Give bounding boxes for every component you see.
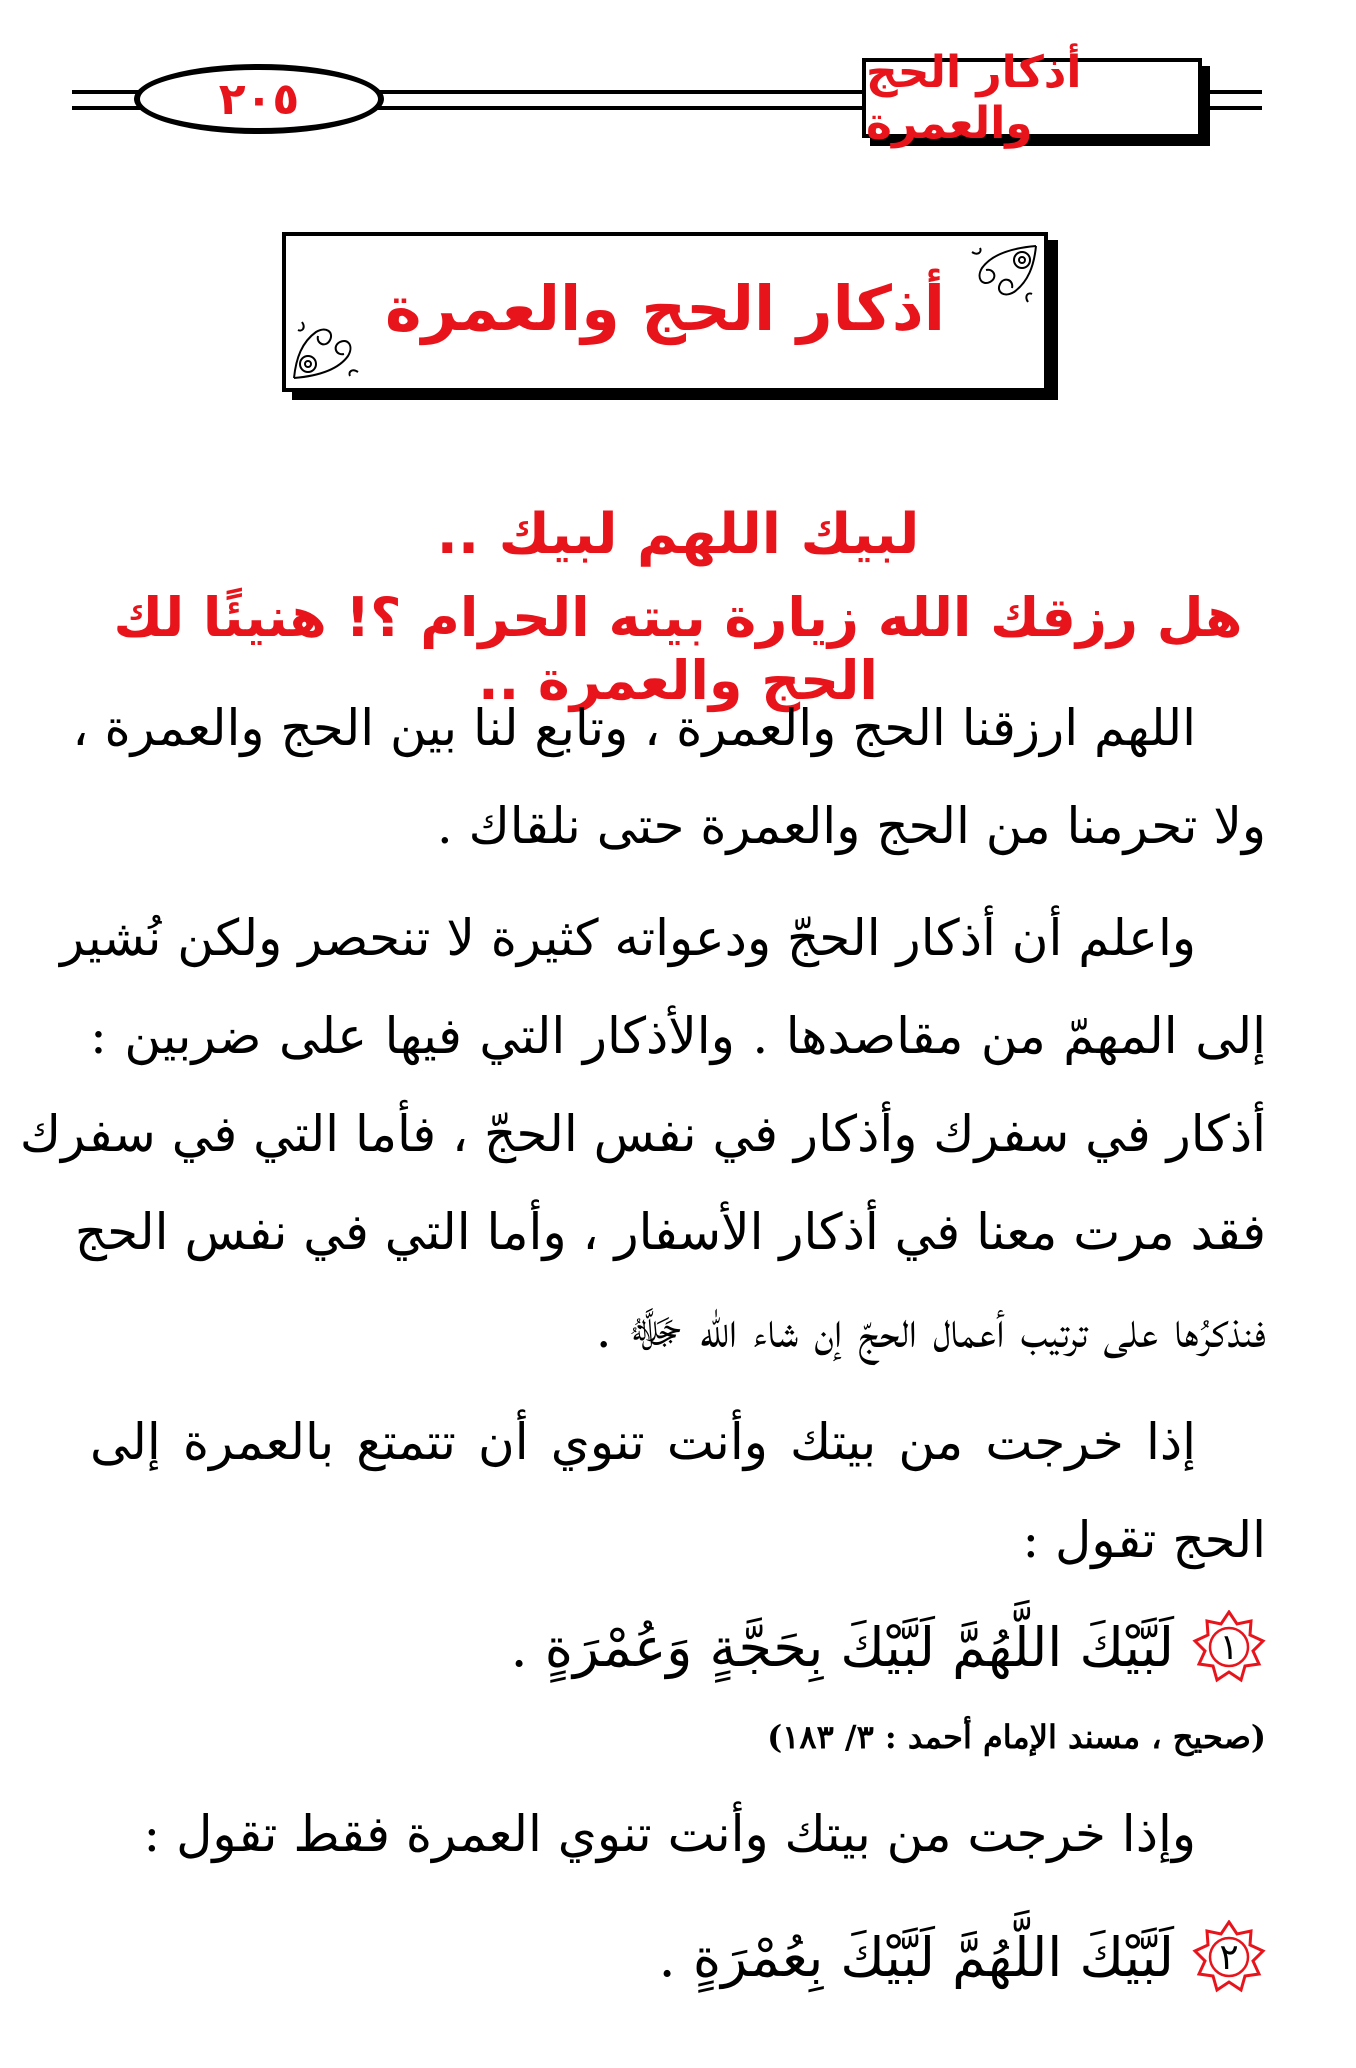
paragraph-line: وإذا خرجت من بيتك وأنت تنوي العمرة فقط تقول : (143, 1805, 1196, 1863)
paragraph-line: فنذكرُها على ترتيب أعمال الحجّ إن شاء اللّه ﷻ . (595, 1301, 1266, 1359)
numbered-dhikr-item (90, 1920, 1266, 1994)
running-title-box (862, 47, 1202, 149)
paragraph-line: فقد مرت معنا في أذكار الأسفار ، وأما التي في نفس الحج (74, 1203, 1266, 1261)
hadith-source: (صحيح ، مسند الإمام أحمد : ٣/ ١٨٣) (767, 1718, 1266, 1756)
paragraph-line: إلى المهمّ من مقاصدها . والأذكار التي فيها على ضربين : (90, 1007, 1266, 1065)
paragraph-line: اللهم ارزقنا الحج والعمرة ، وتابع لنا بين الحج والعمرة ، (72, 699, 1196, 757)
number-badge (1192, 1610, 1266, 1684)
paragraph-line: أذكار في سفرك وأذكار في نفس الحجّ ، فأما التي في سفرك (19, 1105, 1266, 1163)
page-number-oval (134, 64, 384, 134)
item-number: ٢ (1219, 1936, 1239, 1978)
running-header (72, 47, 1262, 149)
heading-congrats: هل رزقك الله زيارة بيته الحرام ؟! هنيئًا لك الحج والعمرة .. (113, 586, 1243, 712)
item-number: ١ (1219, 1626, 1239, 1668)
paragraph-line: واعلم أن أذكار الحجّ ودعواته كثيرة لا تنحصر ولكن نُشير (60, 909, 1196, 967)
running-title: أذكار الحج والعمرة (866, 47, 1082, 149)
chapter-title-box (282, 232, 1048, 392)
numbered-dhikr-item (90, 1610, 1266, 1684)
dhikr-text: لَبَّيْكَ اللَّهُمَّ لَبَّيْكَ بِعُمْرَةٍ . (658, 1925, 1174, 1989)
heading-labbayk: لبيك اللهم لبيك .. (436, 502, 920, 567)
dhikr-text: لَبَّيْكَ اللَّهُمَّ لَبَّيْكَ بِحَجَّةٍ وَعُمْرَةٍ . (510, 1615, 1174, 1679)
page-number: ٢٠٥ (218, 73, 300, 125)
number-badge (1192, 1920, 1266, 1994)
paragraph-line: الحج تقول : (1022, 1511, 1266, 1569)
chapter-title: أذكار الحج والعمرة (385, 272, 945, 345)
paragraph-line: ولا تحرمنا من الحج والعمرة حتى نلقاك . (436, 797, 1266, 855)
paragraph-line: إذا خرجت من بيتك وأنت تنوي أن تتمتع بالعمرة إلى (90, 1413, 1196, 1471)
